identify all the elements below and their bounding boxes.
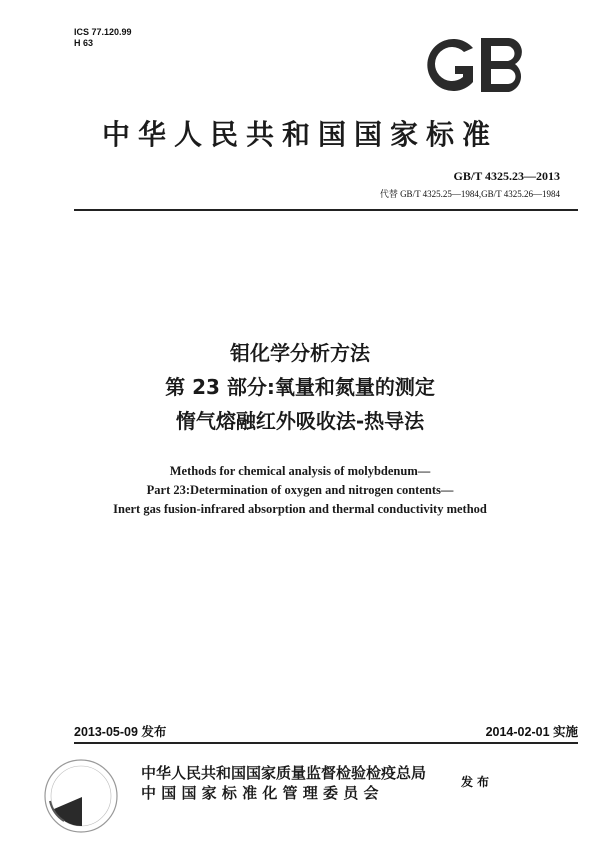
issuer-line-2: 中 国 国 家 标 准 化 管 理 委 员 会 (141, 784, 379, 802)
implementation-date: 2014-02-01 实施 (485, 725, 578, 739)
replaces-note: 代替 GB/T 4325.25—1984,GB/T 4325.26—1984 (379, 189, 560, 199)
ics-code: ICS 77.120.99 (74, 27, 132, 37)
english-title-line-2: Part 23:Determination of oxygen and nitrogen contents— (146, 483, 454, 497)
issue-date: 2013-05-09 发布 (74, 725, 167, 739)
header-divider (74, 209, 578, 211)
chinese-title-line-2: 第 23 部分:氧量和氮量的测定 (165, 375, 435, 399)
issuer-line-1: 中华人民共和国国家质量监督检验检疫总局 (141, 764, 427, 782)
standard-number: GB/T 4325.23—2013 (453, 169, 560, 183)
chinese-title-line-1: 钼化学分析方法 (230, 341, 370, 365)
english-title-line-1: Methods for chemical analysis of molybdenum— (169, 464, 431, 478)
seal-stamp-icon (42, 757, 120, 835)
gb-logo-text: GB (421, 30, 423, 31)
english-title-line-3: Inert gas fusion-infrared absorption and thermal conductivity method (113, 502, 487, 516)
gb-logo-icon (421, 30, 536, 100)
standard-category-title: 中华人民共和国国家标准 (101, 118, 498, 151)
ccs-code: H 63 (74, 38, 94, 48)
footer-divider (74, 742, 578, 744)
chinese-title-line-3: 惰气熔融红外吸收法-热导法 (175, 409, 425, 433)
publish-label: 发布 (461, 775, 494, 789)
classification-codes (74, 27, 132, 49)
